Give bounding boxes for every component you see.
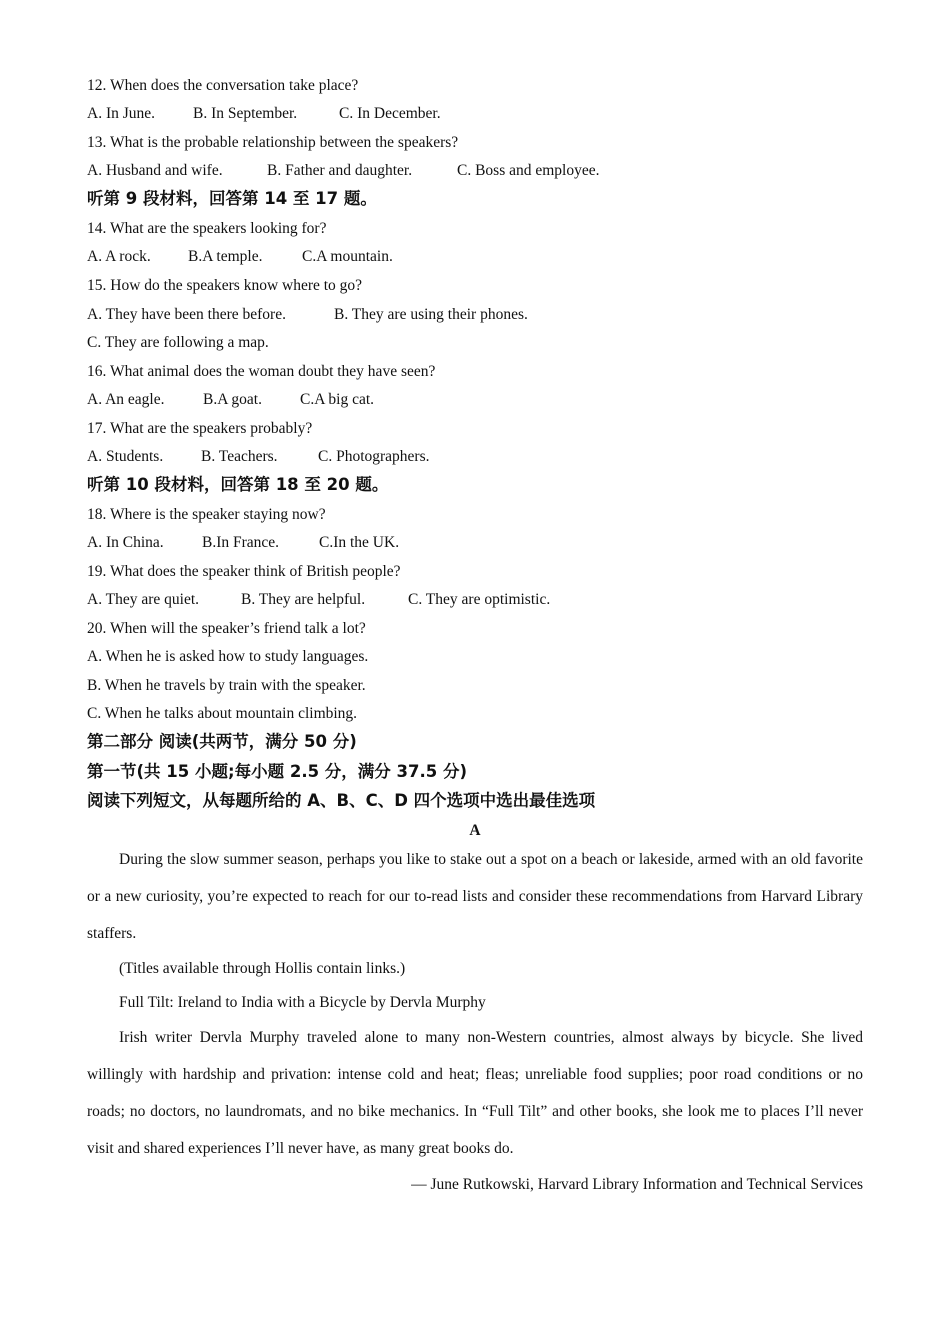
option-a: A. In China.	[87, 534, 164, 551]
option-a: A. An eagle.	[87, 391, 165, 408]
book-title: Full Tilt: Ireland to India with a Bicycle by Dervla Murphy	[119, 994, 486, 1011]
question-stem: 14. What are the speakers looking for?	[87, 220, 327, 237]
option-a: A. Students.	[87, 448, 164, 465]
option-b: B.In France.	[202, 534, 280, 551]
question-stem: 20. When will the speaker’s friend talk a lot?	[87, 620, 366, 637]
section-heading: 听第 10 段材料，回答第 18 至 20 题。	[87, 475, 389, 494]
option-c: C.In the UK.	[319, 534, 400, 551]
option-c: C.A big cat.	[300, 391, 375, 408]
option-b: B.A temple.	[188, 248, 263, 265]
option-b: B. When he travels by train with the speaker.	[87, 677, 366, 694]
option-c: C. When he talks about mountain climbing.	[87, 705, 358, 722]
question-stem: 15. How do the speakers know where to go?	[87, 277, 363, 294]
passage-paragraph: During the slow summer season, perhaps you like to stake out a spot on a beach or lakeside, armed with an old favorite or a new curiosity, you’re expected to reach for our to-read lists and consider these recommendations from Harvard Library staffers.	[87, 851, 863, 942]
options-row	[87, 104, 787, 124]
question-stem: 18. Where is the speaker staying now?	[87, 506, 326, 523]
option-b: B. Teachers.	[201, 448, 278, 465]
section-heading: 听第 9 段材料，回答第 14 至 17 题。	[87, 189, 377, 208]
option-a: A. Husband and wife.	[87, 162, 223, 179]
option-a: A. A rock.	[87, 248, 151, 265]
option-b: B. Father and daughter.	[267, 162, 413, 179]
option-b: B. In September.	[193, 105, 298, 122]
option-a: A. In June.	[87, 105, 156, 122]
question-stem: 13. What is the probable relationship between the speakers?	[87, 134, 459, 151]
options-row	[87, 533, 787, 553]
passage-paragraph: Irish writer Dervla Murphy traveled alone to many non-Western countries, almost always by bicycle. She lived willingly with hardship and privation: intense cold and heat; fleas; unreliable food supplies; poor road conditions or no roads; no doctors, no laundromats, and no bike mechanics. In “Full Tilt” and other books, she look me to places I’ll never visit and shared experiences I’ll never have, as many great books do.	[87, 1029, 863, 1157]
reviewer-signature: — June Rutkowski, Harvard Library Information and Technical Services	[411, 1176, 863, 1193]
option-b: B.A goat.	[203, 391, 262, 408]
options-row	[87, 247, 787, 267]
options-row	[87, 590, 787, 610]
option-a: A. They have been there before.	[87, 306, 286, 323]
option-c: C. They are following a map.	[87, 334, 269, 351]
passage-note: (Titles available through Hollis contain links.)	[119, 960, 406, 977]
option-a: A. They are quiet.	[87, 591, 200, 608]
option-c: C.A mountain.	[302, 248, 393, 265]
options-row	[87, 305, 787, 325]
options-row	[87, 390, 787, 410]
option-c: C. Boss and employee.	[457, 162, 600, 179]
option-b: B. They are helpful.	[241, 591, 366, 608]
option-c: C. Photographers.	[318, 448, 430, 465]
subsection-heading: 第一节(共 15 小题;每小题 2.5 分，满分 37.5 分)	[87, 762, 468, 781]
passage-label: A	[469, 822, 481, 839]
option-c: C. In December.	[339, 105, 441, 122]
question-stem: 17. What are the speakers probably?	[87, 420, 313, 437]
options-row	[87, 161, 787, 181]
options-row	[87, 447, 787, 467]
question-stem: 12. When does the conversation take place?	[87, 77, 359, 94]
instruction-heading: 阅读下列短文，从每题所给的 A、B、C、D 四个选项中选出最佳选项	[87, 791, 596, 810]
option-c: C. They are optimistic.	[408, 591, 551, 608]
question-stem: 16. What animal does the woman doubt they have seen?	[87, 363, 436, 380]
question-stem: 19. What does the speaker think of British people?	[87, 563, 401, 580]
part-heading: 第二部分 阅读(共两节，满分 50 分)	[87, 732, 357, 751]
option-a: A. When he is asked how to study languages.	[87, 648, 369, 665]
option-b: B. They are using their phones.	[334, 306, 528, 323]
